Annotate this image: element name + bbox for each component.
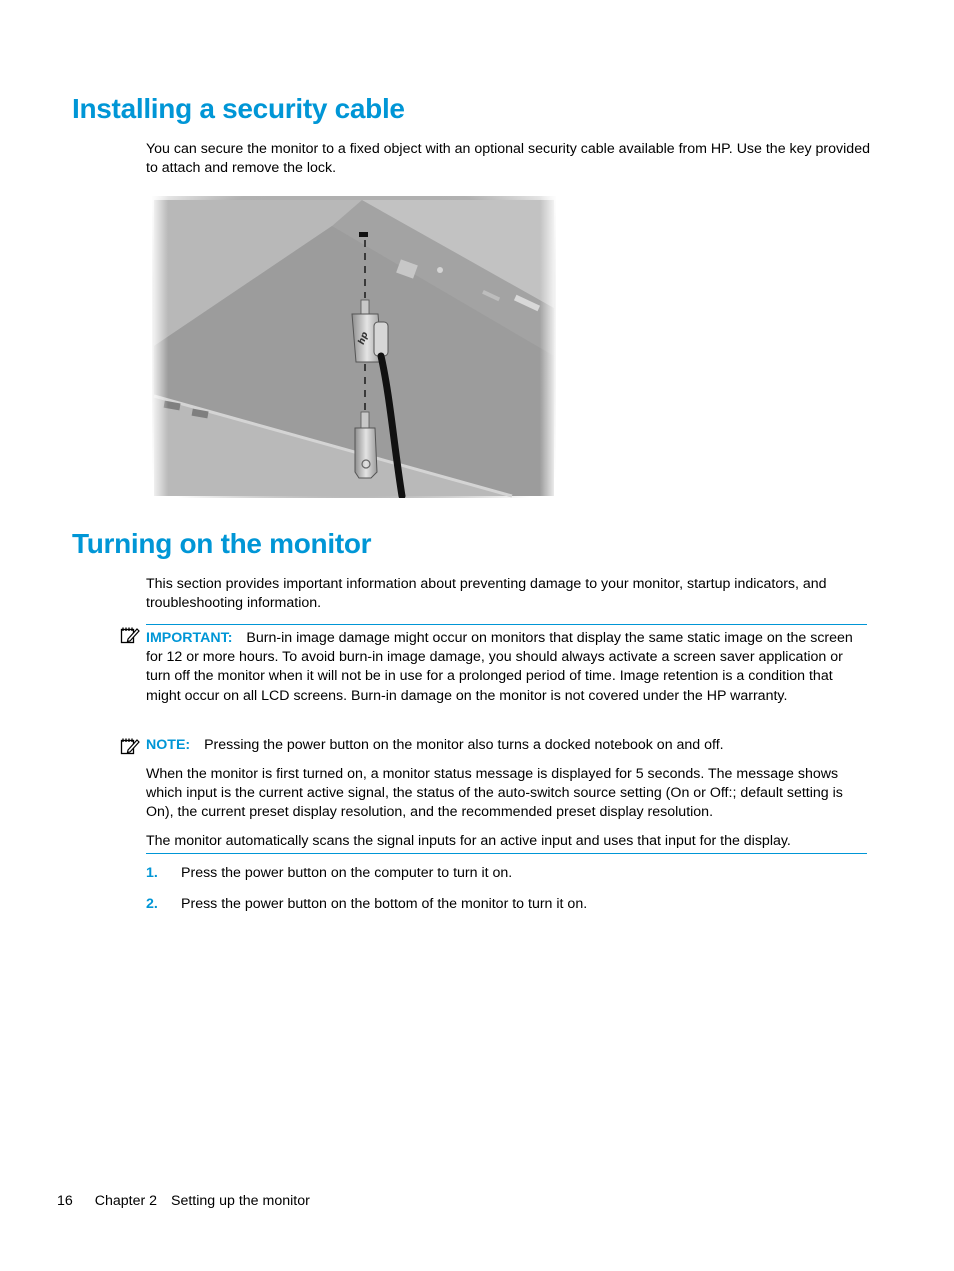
step-number: 2. — [146, 896, 158, 912]
note-paragraph-status-message: When the monitor is first turned on, a monitor status message is displayed for 5 seconds. The message shows which input is the current active signal, the status of the auto-switch source setting (On or Off:; default setting is On), the current preset display resolution, and the recommended preset display resolution. — [146, 766, 843, 821]
notepad-pencil-icon — [120, 737, 140, 755]
note-paragraph-auto-scan: The monitor automatically scans the signal inputs for an active input and uses that input for the display. — [146, 833, 791, 849]
security-cable-body: You can secure the monitor to a fixed object with an optional security cable available from HP. Use the key provided to attach and remove the lock. — [146, 141, 870, 177]
chapter-title: Setting up the monitor — [171, 1193, 310, 1209]
section-title-security-cable: Installing a security cable — [72, 93, 405, 124]
note-label: NOTE: — [146, 737, 191, 753]
note-notice — [146, 736, 870, 755]
important-text: Burn-in image damage might occur on monitors that display the same static image on the screen for 12 or more hours. To avoid burn-in image damage, you should always activate a screen saver application or turn off the monitor when it will not be in use for a prolonged period of time. Image retention is a condition that might occur on all LCD screens. Burn-in damage on the monitor is not covered under the HP warranty. — [146, 630, 853, 704]
important-notice — [146, 629, 870, 706]
step-number: 1. — [146, 865, 158, 881]
notepad-pencil-icon — [120, 626, 140, 644]
page-footer — [57, 1193, 328, 1209]
note-text: Pressing the power button on the monitor also turns a docked notebook on and off. — [204, 737, 724, 753]
security-cable-illustration — [152, 196, 556, 498]
page-number: 16 — [57, 1193, 73, 1209]
important-top-rule — [146, 624, 867, 625]
note-bottom-rule — [146, 853, 867, 854]
chapter-label: Chapter 2 — [94, 1193, 158, 1209]
section-title-turning-on: Turning on the monitor — [72, 528, 372, 559]
important-label: IMPORTANT: — [146, 630, 233, 646]
step-text: Press the power button on the bottom of the monitor to turn it on. — [181, 896, 588, 912]
step-text: Press the power button on the computer to turn it on. — [181, 865, 513, 881]
turning-on-intro: This section provides important information about preventing damage to your monitor, startup indicators, and troubleshooting information. — [146, 576, 827, 612]
